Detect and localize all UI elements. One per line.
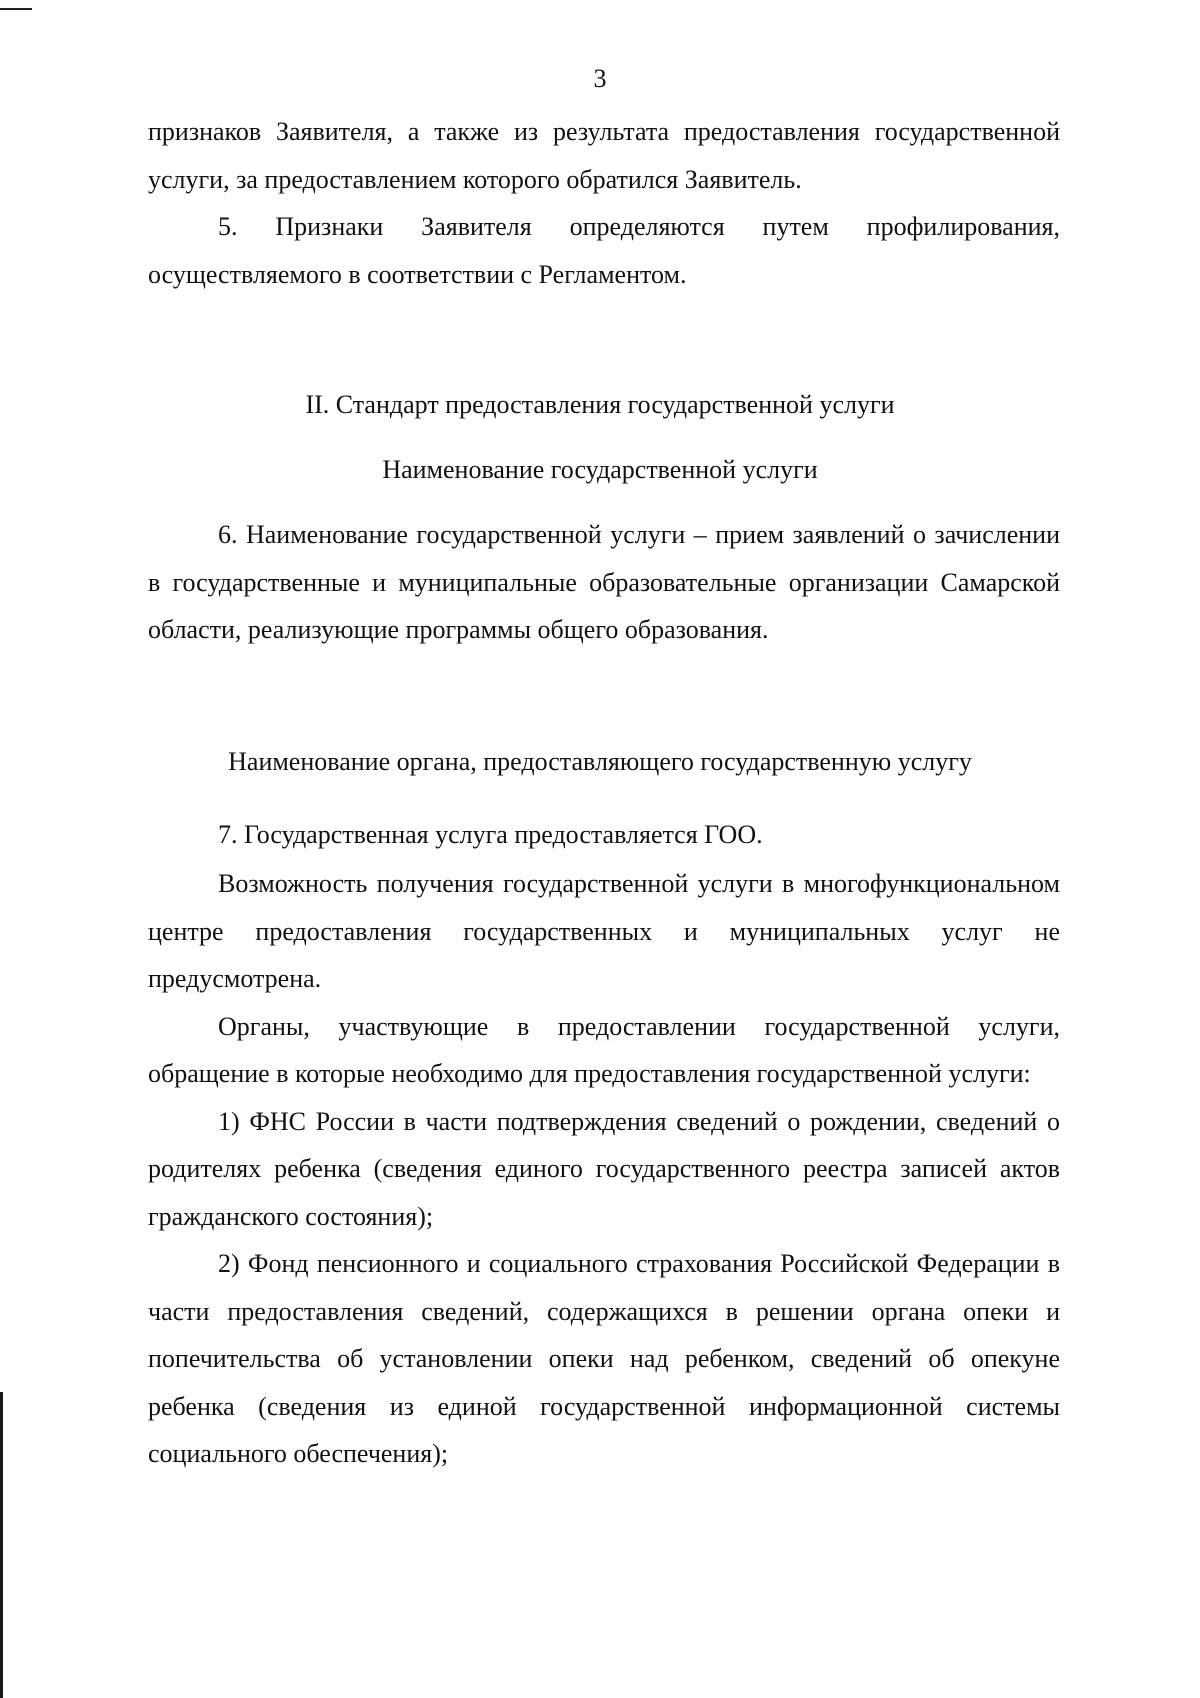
paragraph-item-5: 5. Признаки Заявителя определяются путем профилирования, осуществляемого в соответствии с Регламентом. — [148, 212, 1060, 289]
text-block-top — [148, 108, 1060, 298]
page-number: 3 — [593, 64, 607, 93]
continuation-paragraph: признаков Заявителя, а также из результата предоставления государственной услуги, за предоставлением которого обратился Заявитель. — [148, 117, 1060, 194]
subheading-providing-body: Наименование органа, предоставляющего государственную услугу — [228, 747, 972, 776]
text-block-bottom — [148, 810, 1060, 1478]
scan-artifact-left-edge-line — [0, 1392, 3, 1698]
text-block-item-6 — [148, 511, 1060, 654]
scan-artifact-top-line — [0, 8, 32, 10]
paragraph-organ-1: 1) ФНС России в части подтверждения сведений о рождении, сведений о родителях ребенка (сведения единого государственного реестра записей актов гражданского состояния); — [148, 1106, 1060, 1231]
section-heading: II. Стандарт предоставления государственной услуги — [305, 390, 895, 419]
paragraph-organs-intro: Органы, участвующие в предоставлении государственной услуги, обращение в которые необходимо для предоставления государственной услуги: — [148, 1011, 1060, 1088]
paragraph-item-7: 7. Государственная услуга предоставляется ГОО. — [218, 820, 763, 849]
paragraph-organ-2: 2) Фонд пенсионного и социального страхования Российской Федерации в части предоставления сведений, содержащихся в решении органа опеки и попечительства об установлении опеки над ребенком, сведений об опекуне ребенка (сведения из единой государственной информационной системы социального обеспечения); — [148, 1249, 1060, 1468]
paragraph-mfc-note: Возможность получения государственной услуги в многофункциональном центре предоставления государственных и муниципальных услуг не предусмотрена. — [148, 869, 1060, 993]
paragraph-item-6: 6. Наименование государственной услуги – прием заявлений о зачислении в государственные и муниципальные образовательные организации Самарской области, реализующие программы общего образования. — [148, 520, 1060, 644]
subheading-service-name: Наименование государственной услуги — [382, 455, 818, 484]
